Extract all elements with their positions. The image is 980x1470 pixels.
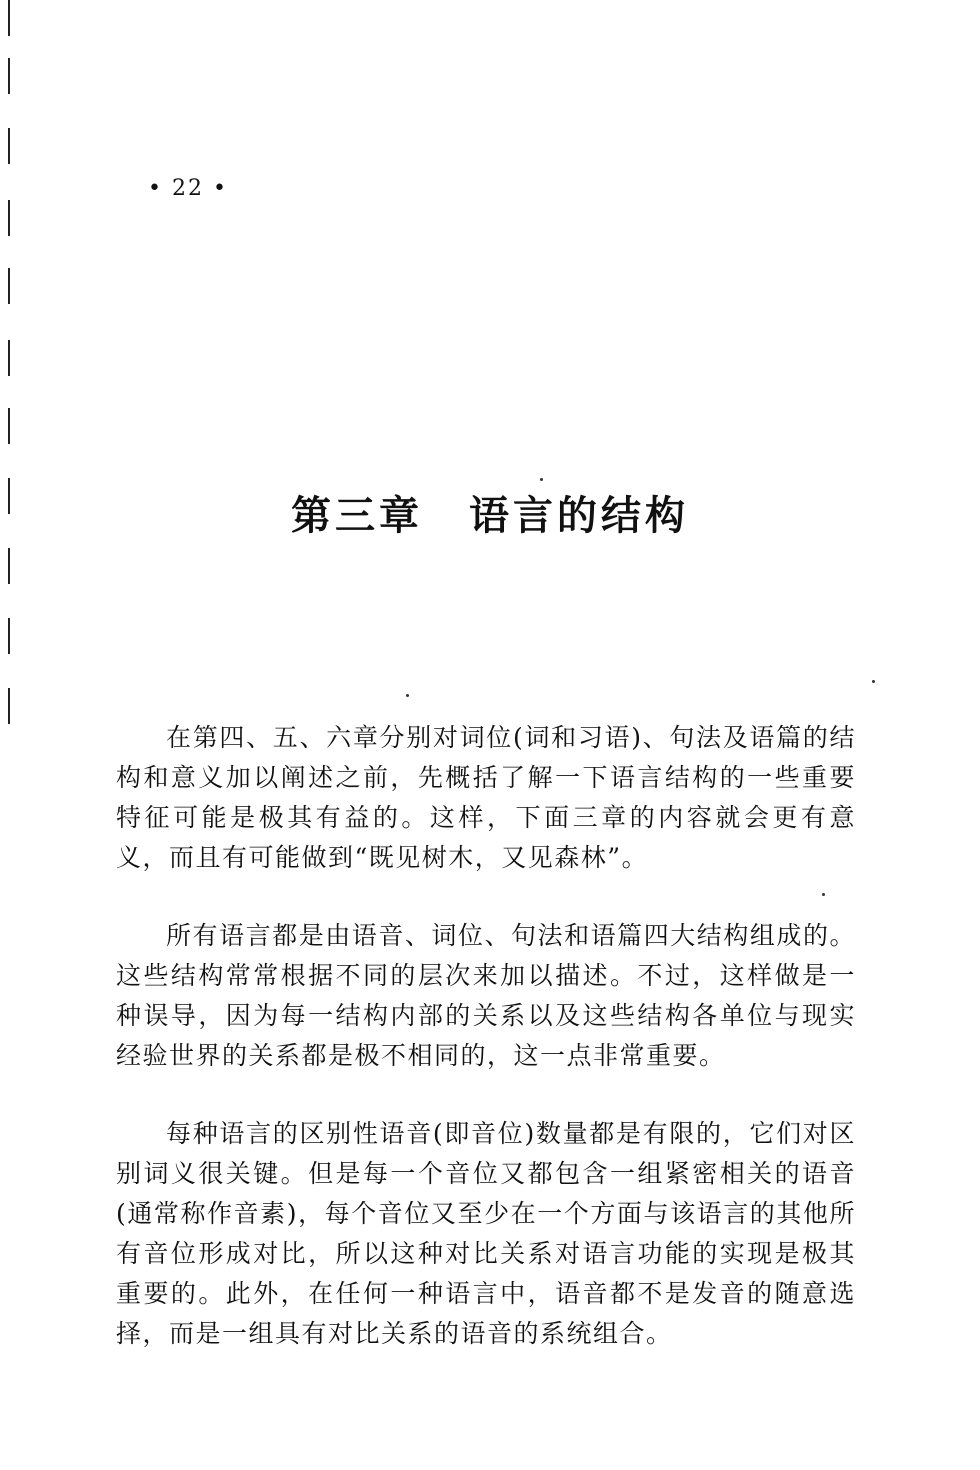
scan-edge-mark bbox=[8, 200, 10, 236]
scan-edge-mark bbox=[8, 618, 10, 654]
paragraph: 每种语言的区别性语音(即音位)数量都是有限的，它们对区别词义很关键。但是每一个音位又都包含一组紧密相关的语音(通常称作音素)，每个音位又至少在一个方面与该语言的其他所有音位形成对比，所以这种对比关系对语言功能的实现是极其重要的。此外，在任何一种语言中，语音都不是发音的随意选择，而是一组具有对比关系的语音的系统组合。 bbox=[116, 1119, 856, 1348]
chapter-heading bbox=[0, 484, 980, 541]
scan-edge-mark bbox=[8, 58, 10, 94]
chapter-label: 第三章 bbox=[291, 493, 423, 539]
scan-speck bbox=[406, 694, 409, 697]
paragraph: 所有语言都是由语音、词位、句法和语篇四大结构组成的。这些结构常常根据不同的层次来加以描述。不过，这样做是一种误导，因为每一结构内部的关系以及这些结构各单位与现实经验世界的关系都是极不相同的，这一点非常重要。 bbox=[116, 921, 856, 1070]
paragraph: 在第四、五、六章分别对词位(词和习语)、句法及语篇的结构和意义加以阐述之前，先概括了解一下语言结构的一些重要特征可能是极其有益的。这样，下面三章的内容就会更有意义，而且有可能做到“既见树木，又见森林”。 bbox=[116, 723, 856, 872]
scan-edge-mark bbox=[8, 268, 10, 304]
scan-edge-mark bbox=[8, 340, 10, 376]
chapter-title: 语言的结构 bbox=[469, 493, 689, 539]
scan-speck bbox=[540, 478, 543, 481]
scan-edge-mark bbox=[8, 128, 10, 164]
scan-edge-mark bbox=[8, 548, 10, 584]
page-number: • 22 • bbox=[148, 176, 228, 201]
scan-edge-mark bbox=[8, 0, 10, 36]
scan-edge-mark bbox=[8, 688, 10, 724]
scan-edge-mark bbox=[8, 408, 10, 444]
scan-speck bbox=[872, 680, 875, 683]
body-text bbox=[116, 718, 856, 1392]
